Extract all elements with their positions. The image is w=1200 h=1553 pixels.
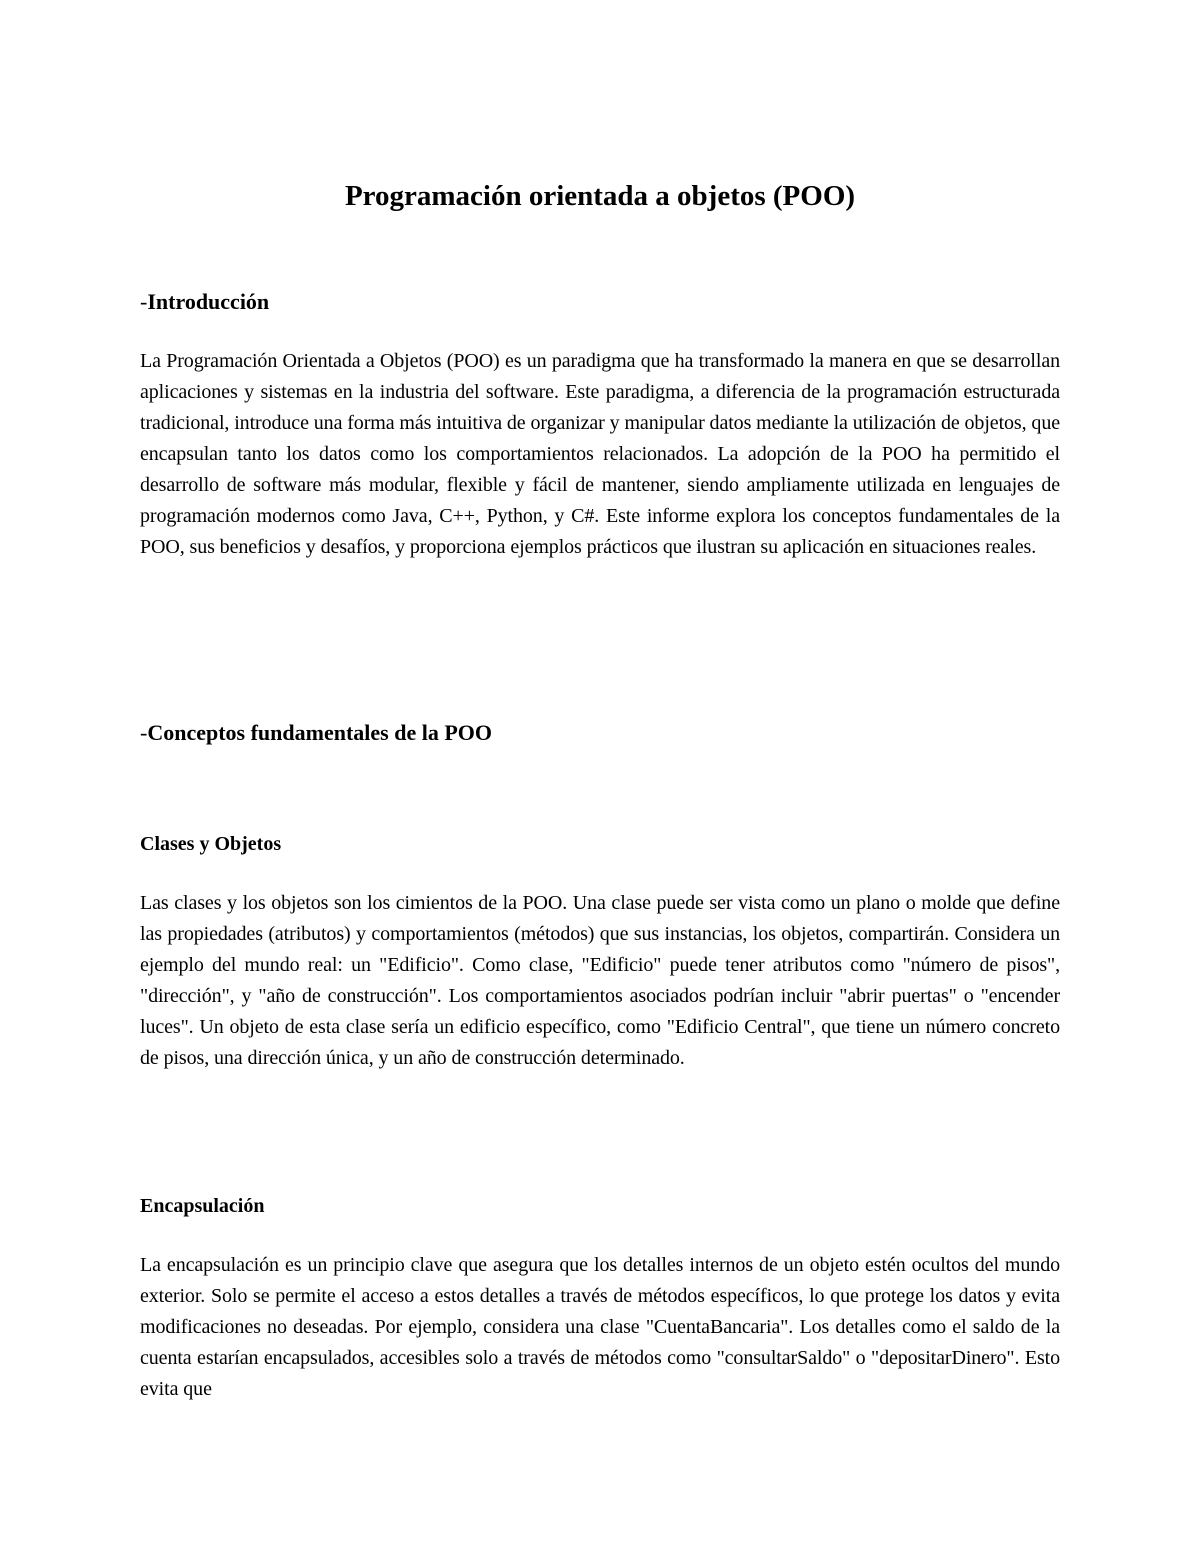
section-heading-conceptos (140, 718, 492, 748)
document-title: Programación orientada a objetos (POO) (344, 180, 856, 212)
heading-dash: - (140, 720, 148, 745)
subsection-heading-encapsulacion: Encapsulación (140, 1195, 265, 1217)
heading-dash: - (140, 289, 148, 314)
clases-objetos-paragraph: Las clases y los objetos son los cimientos de la POO. Una clase puede ser vista como un plano o molde que define las propiedades (atributos) y comportamientos (métodos) que sus instancias, los objetos, compartirán. Considera un ejemplo del mundo real: un "Edificio". Como clase, "Edificio" puede tener atributos como "número de pisos", "dirección", y "año de construcción". Los comportamientos asociados podrían incluir "abrir puertas" o "encender luces". Un objeto de esta clase sería un edificio específico, como "Edificio Central", que tiene un número concreto de pisos, una dirección única, y un año de construcción determinado. (140, 892, 1060, 1069)
section-heading-introduccion (140, 287, 269, 317)
heading-text: Introducción (147, 289, 270, 314)
heading-text: Conceptos fundamentales de la POO (147, 720, 493, 745)
introduccion-paragraph: La Programación Orientada a Objetos (POO) es un paradigma que ha transformado la manera en que se desarrollan aplicaciones y sistemas en la industria del software. Este paradigma, a diferencia de la programación estructurada tradicional, introduce una forma más intuitiva de organizar y manipular datos mediante la utilización de objetos, que encapsulan tanto los datos como los comportamientos relacionados. La adopción de la POO ha permitido el desarrollo de software más modular, flexible y fácil de mantener, siendo ampliamente utilizada en lenguajes de programación modernos como Java, C++, Python, y C#. Este informe explora los conceptos fundamentales de la POO, sus beneficios y desafíos, y proporciona ejemplos prácticos que ilustran su aplicación en situaciones reales. (140, 350, 1060, 558)
encapsulacion-paragraph: La encapsulación es un principio clave que asegura que los detalles internos de un objeto estén ocultos del mundo exterior. Solo se permite el acceso a estos detalles a través de métodos específicos, lo que protege los datos y evita modificaciones no deseadas. Por ejemplo, considera una clase "CuentaBancaria". Los detalles como el saldo de la cuenta estarían encapsulados, accesibles solo a través de métodos como "consultarSaldo" o "depositarDinero". Esto evita que (140, 1254, 1060, 1400)
subsection-heading-clases-objetos: Clases y Objetos (140, 833, 282, 855)
